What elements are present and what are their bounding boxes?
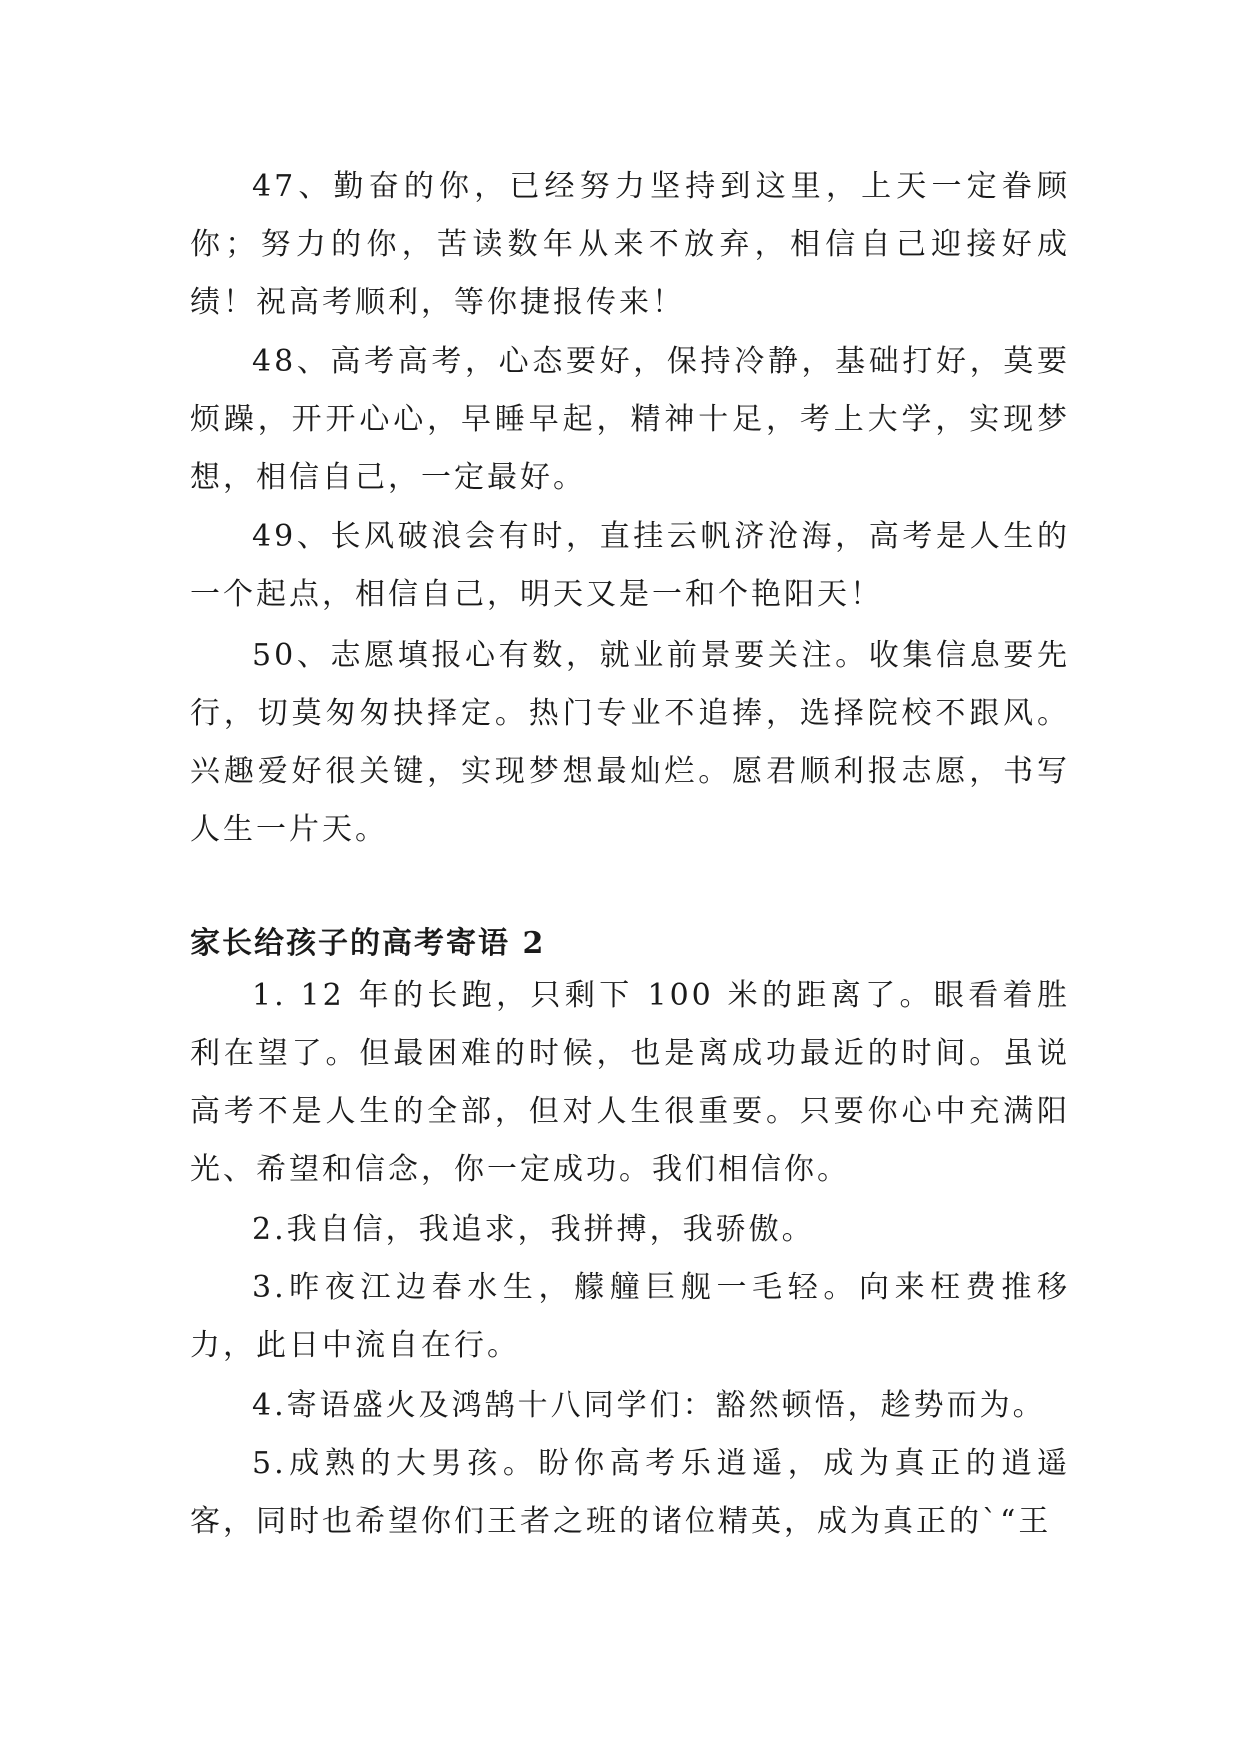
paragraph-item-4: 4.寄语盛火及鸿鹄十八同学们：豁然顿悟，趁势而为。 bbox=[252, 1388, 1046, 1423]
paragraph-item-1: 1. 12 年的长跑，只剩下 100 米的距离了。眼看着胜利在望了。但最困难的时候，也是离成功最近的时间。虽说高考不是人生的全部，但对人生很重要。只要你心中充满阳光、希望和信念，你一定成功。我们相信你。 bbox=[190, 978, 1070, 1187]
paragraph-50: 50、志愿填报心有数，就业前景要关注。收集信息要先行，切莫匆匆抉择定。热门专业不追捧，选择院校不跟风。兴趣爱好很关键，实现梦想最灿烂。愿君顺利报志愿，书写人生一片天。 bbox=[190, 638, 1070, 847]
section-heading: 家长给孩子的高考寄语 2 bbox=[190, 926, 546, 961]
paragraph-item-2: 2.我自信，我追求，我拼搏，我骄傲。 bbox=[252, 1212, 815, 1247]
paragraph-48: 48、高考高考，心态要好，保持冷静，基础打好，莫要烦躁，开开心心，早睡早起，精神十足，考上大学，实现梦想，相信自己，一定最好。 bbox=[190, 344, 1070, 495]
paragraph-item-5: 5.成熟的大男孩。盼你高考乐逍遥，成为真正的逍遥客，同时也希望你们王者之班的诸位精英，成为真正的`“王 bbox=[190, 1446, 1070, 1539]
paragraph-49: 49、长风破浪会有时，直挂云帆济沧海，高考是人生的一个起点，相信自己，明天又是一和个艳阳天！ bbox=[190, 519, 1070, 612]
paragraph-47: 47、勤奋的你，已经努力坚持到这里，上天一定眷顾你；努力的你，苦读数年从来不放弃，相信自己迎接好成绩！祝高考顺利，等你捷报传来！ bbox=[190, 169, 1070, 320]
paragraph-item-3: 3.昨夜江边春水生，艨艟巨舰一毛轻。向来枉费推移力，此日中流自在行。 bbox=[190, 1270, 1070, 1363]
